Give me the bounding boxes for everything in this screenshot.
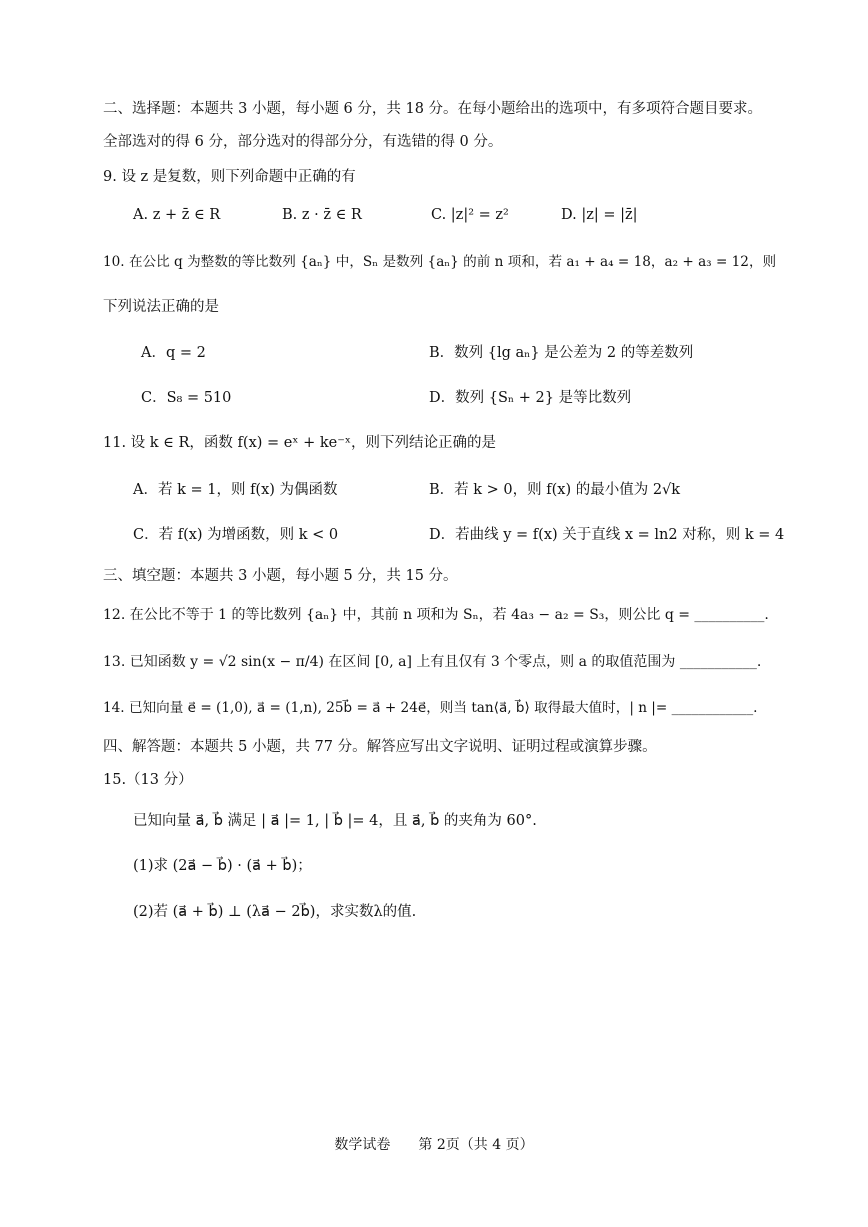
section2-line2: 全部选对的得 6 分，部分选对的得部分分，有选错的得 0 分。 [103,134,503,150]
q9-stem: 9. 设 z 是复数，则下列命题中正确的有 [103,169,356,185]
q15-given: 已知向量 a⃗, b⃗ 满足 | a⃗ |= 1, | b⃗ |= 4，且 a⃗, b⃗ 的夹角为 60°. [133,813,537,829]
q10-option-a: A．q = 2 [141,345,206,361]
q11-option-b: B．若 k > 0，则 f(x) 的最小值为 2√k [429,482,681,498]
q11-option-a: A．若 k = 1，则 f(x) 为偶函数 [133,482,338,498]
q11-option-c: C．若 f(x) 为增函数，则 k < 0 [133,527,339,543]
q11-stem: 11. 设 k ∈ R，函数 f(x) = eˣ + ke⁻ˣ，则下列结论正确的是 [103,435,497,451]
q15-part1: (1)求 (2a⃗ − b⃗) · (a⃗ + b⃗)； [133,858,312,874]
q11-option-d: D．若曲线 y = f(x) 关于直线 x = ln2 对称，则 k = 4 [429,527,785,543]
q14-text: 14. 已知向量 e⃗ = (1,0), a⃗ = (1,n), 25b⃗ = a⃗ + 24e⃗，则当 tan⟨a⃗, b⃗⟩ 取得最大值时，| n |= ____________. [103,700,758,716]
q15-head: 15.（13 分） [103,772,193,788]
q9-option-b: B. z · z̄ ∈ R [282,207,362,223]
q9-option-a: A. z + z̄ ∈ R [133,207,221,223]
section3-title: 三、填空题：本题共 3 小题，每小题 5 分，共 15 分。 [103,568,458,584]
q13-text: 13. 已知函数 y = √2 sin(x − π/4) 在区间 [0, a] 上有且仅有 3 个零点，则 a 的取值范围为 ___________. [103,654,762,670]
section4-title: 四、解答题：本题共 5 小题，共 77 分。解答应写出文字说明、证明过程或演算步骤。 [103,739,657,755]
q10-option-d: D．数列 {Sₙ + 2} 是等比数列 [429,390,632,406]
q12-text: 12. 在公比不等于 1 的等比数列 {aₙ} 中，其前 n 项和为 Sₙ，若 4a₃ − a₂ = S₃，则公比 q = __________. [103,607,769,623]
q10-stem: 10. 在公比 q 为整数的等比数列 {aₙ} 中，Sₙ 是数列 {aₙ} 的前 n 项和，若 a₁ + a₄ = 18，a₂ + a₃ = 12，则 [103,254,777,270]
page-footer: 数学试卷 第 2页（共 4 页） [334,1137,534,1153]
q9-option-d: D. |z| = |z̄| [561,207,638,223]
q10-option-c: C．S₈ = 510 [141,390,232,406]
q10-stem-line2: 下列说法正确的是 [103,299,219,315]
q9-option-c: C. |z|² = z² [431,207,509,223]
q10-option-b: B．数列 {lg aₙ} 是公差为 2 的等差数列 [429,345,694,361]
section2-line1: 二、选择题：本题共 3 小题，每小题 6 分，共 18 分。在每小题给出的选项中，有多项符合题目要求。 [103,101,763,117]
q15-part2: (2)若 (a⃗ + b⃗) ⊥ (λa⃗ − 2b⃗)，求实数λ的值. [133,904,417,920]
